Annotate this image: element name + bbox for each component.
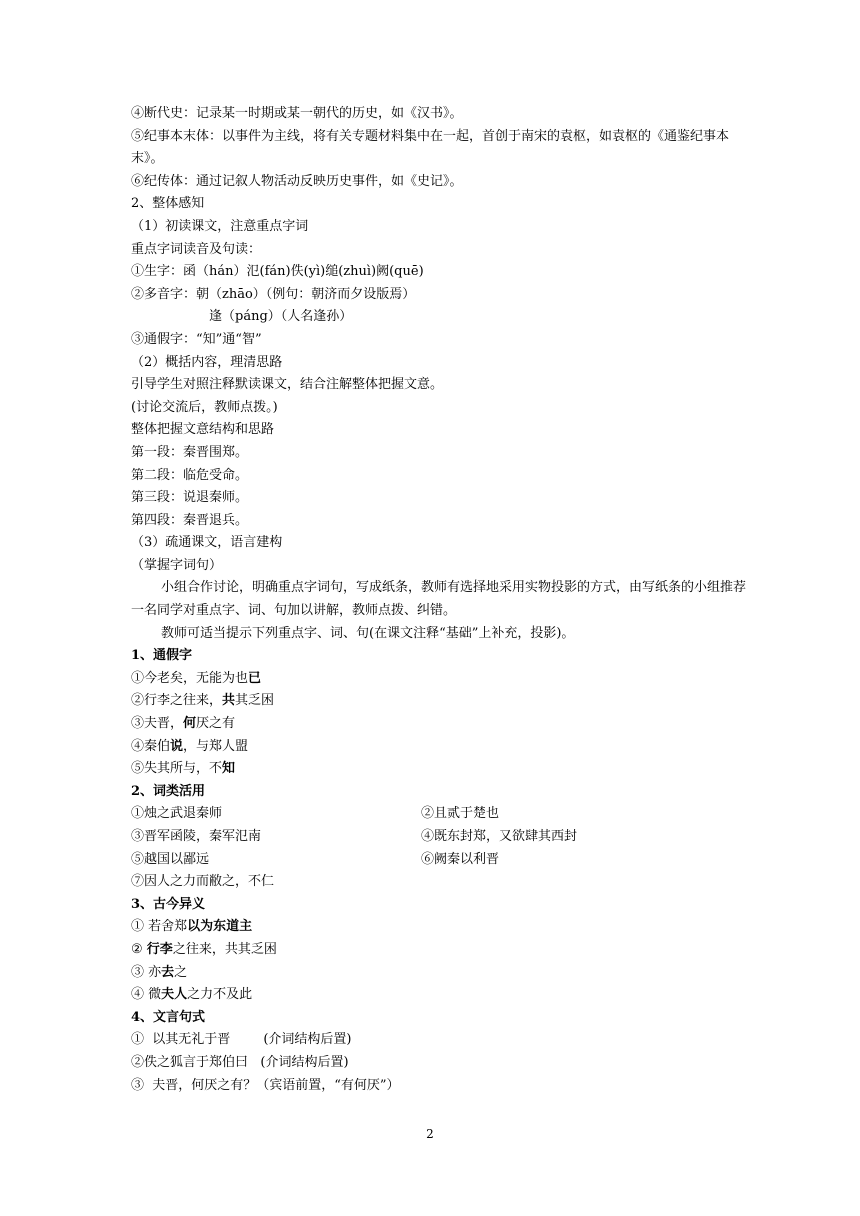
subsection-heading: （2）概括内容，理清思路 <box>131 354 283 370</box>
page-content <box>131 103 751 1097</box>
text-line: 第三段：说退秦师。 <box>131 490 249 506</box>
heading-cilei: 2、词类活用 <box>131 783 206 799</box>
list-item: ④秦伯说，与郑人盟 <box>131 738 249 754</box>
section-heading: 2、整体感知 <box>131 196 205 212</box>
text-line: ③通假字：“知”通“智” <box>131 331 262 347</box>
list-item: ⑤失其所与，不知 <box>131 761 236 777</box>
list-item: ①今老矣，无能为也已 <box>131 670 262 686</box>
list-item: ② 行李之往来，共其乏困 <box>131 941 277 957</box>
text-line: ①生字：函（hán）氾(fán)佚(yì)缒(zhuì)阙(quē) <box>131 264 424 280</box>
heading-jushi: 4、文言句式 <box>131 1009 206 1025</box>
text-line: ⑥纪传体：通过记叙人物活动反映历史事件，如《史记》。 <box>131 173 463 189</box>
text-line: 第四段：秦晋退兵。 <box>131 512 249 528</box>
list-item: ① 以其无礼于晋 (介词结构后置) <box>131 1032 352 1048</box>
text-line: （掌握字词句） <box>131 557 223 573</box>
text-line: (讨论交流后，教师点拨。) <box>131 399 278 415</box>
list-item: ②行李之往来，共其乏困 <box>131 693 275 709</box>
text-line: 逢（páng）（人名逢孙） <box>209 309 353 325</box>
subsection-heading: （3）疏通课文，语言建构 <box>131 535 283 551</box>
text-line: 第二段：临危受命。 <box>131 467 249 483</box>
heading-gujin: 3、古今异义 <box>131 896 206 912</box>
text-line: ②多音字：朝（zhāo）（例句：朝济而夕设版焉） <box>131 286 416 302</box>
list-item: ③夫晋，何厌之有 <box>131 716 236 732</box>
paragraph: 小组合作讨论，明确重点字词句，写成纸条，教师有选择地采用实物投影的方式，由写纸条的小组推荐一名同学对重点字、词、句加以讲解，教师点拨、纠错。 <box>131 580 747 619</box>
text-line: ④断代史：记录某一时期或某一朝代的历史，如《汉书》。 <box>131 106 463 121</box>
text-line: 重点字词读音及句读： <box>131 241 262 257</box>
list-item: ⑦因人之力而敝之，不仁 <box>131 874 275 890</box>
list-item: ③ 亦去之 <box>131 964 188 980</box>
page-number: 2 <box>426 1127 434 1141</box>
list-item: ②佚之狐言于郑伯曰 (介词结构后置) <box>131 1054 349 1070</box>
text-line: 第一段：秦晋围郑。 <box>131 444 249 460</box>
list-item: ④ 微夫人之力不及此 <box>131 987 253 1003</box>
list-item: ① 若舍郑以为东道主 <box>131 919 253 935</box>
list-row: ①烛之武退秦师 ②且贰于楚也 <box>131 806 500 822</box>
heading-tongjiazi: 1、通假字 <box>131 648 193 664</box>
text-line: 引导学生对照注释默读课文，结合注解整体把握文意。 <box>131 377 444 393</box>
list-row: ③晋军函陵，秦军氾南 ④既东封郑，又欲肆其西封 <box>131 829 578 844</box>
subsection-heading: （1）初读课文，注意重点字词 <box>131 218 309 234</box>
list-item: ③ 夫晋，何厌之有？（宾语前置，“有何厌”） <box>131 1077 400 1093</box>
text-line: 整体把握文意结构和思路 <box>131 422 275 438</box>
text-line: ⑤纪事本末体：以事件为主线，将有关专题材料集中在一起，首创于南宋的袁枢，如袁枢的《通鉴纪事本末》。 <box>131 128 730 167</box>
list-row: ⑤越国以鄙远 ⑥阙秦以利晋 <box>131 851 500 867</box>
paragraph: 教师可适当提示下列重点字、词、句(在课文注释“基础”上补充，投影)。 <box>161 625 575 641</box>
